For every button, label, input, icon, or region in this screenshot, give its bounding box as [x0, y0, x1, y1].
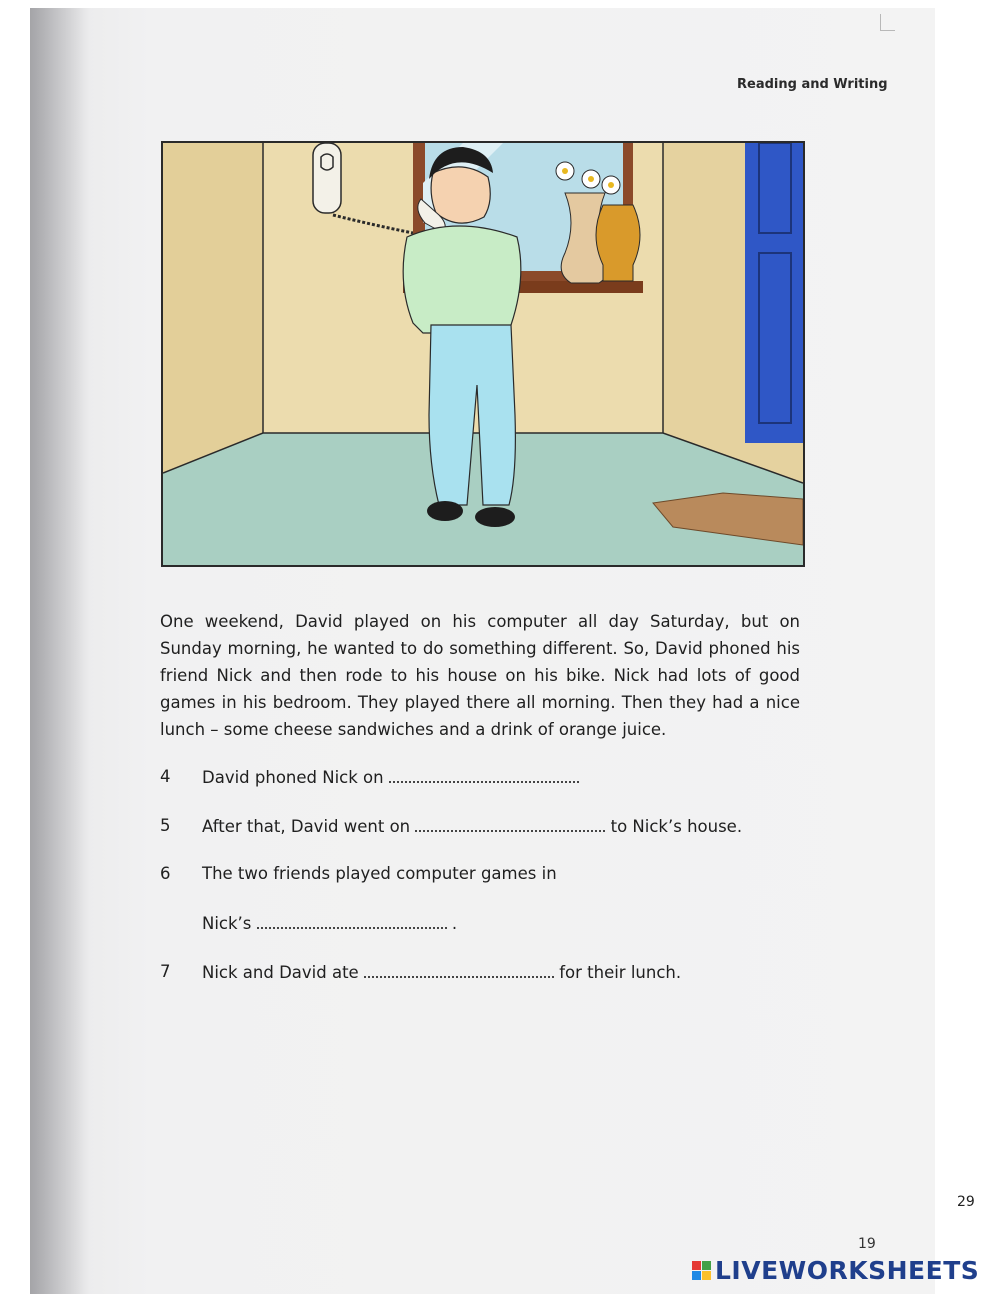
- question-5-text: [202, 816, 742, 836]
- question-7-answer-blank[interactable]: [364, 962, 554, 978]
- logo-tile-blue: [692, 1271, 701, 1280]
- page-spine-shadow: [30, 8, 90, 1294]
- question-7-prompt: Nick and David ate: [202, 963, 359, 982]
- question-5-number: 5: [160, 816, 171, 835]
- logo-tile-yellow: [702, 1271, 711, 1280]
- boy-on-phone-illustration: [161, 141, 805, 567]
- question-4-answer-blank[interactable]: [389, 767, 579, 783]
- question-6-text: The two friends played computer games in: [202, 864, 557, 883]
- brand-name: LIVEWORKSHEETS: [715, 1256, 980, 1285]
- question-5-suffix: to Nick’s house.: [610, 817, 743, 836]
- question-6-number: 6: [160, 864, 171, 883]
- page-number: 19: [858, 1236, 876, 1252]
- question-6-prompt-line2: Nick’s: [202, 914, 252, 933]
- liveworksheets-logo-icon: [692, 1261, 711, 1280]
- logo-tile-green: [702, 1261, 711, 1270]
- question-4-number: 4: [160, 767, 171, 786]
- question-6-text-line2: [202, 913, 457, 933]
- question-5-prompt: After that, David went on: [202, 817, 411, 836]
- logo-tile-red: [692, 1261, 701, 1270]
- question-7-text: [202, 962, 681, 982]
- question-7-number: 7: [160, 962, 171, 981]
- question-4-prompt: David phoned Nick on: [202, 768, 384, 787]
- question-6-answer-blank[interactable]: [257, 913, 447, 929]
- question-5-answer-blank[interactable]: [415, 816, 605, 832]
- reading-passage: One weekend, David played on his computer all day Saturday, but on Sunday morning, he wanted to do something different. So, David phoned his friend Nick and then rode to his house on his bike. Nick had lots of good games in his bedroom. They played there all morning. Then they had a nice lunch – some cheese sandwiches and a drink of orange juice.: [160, 612, 800, 739]
- section-header: Reading and Writing: [737, 77, 888, 92]
- question-4-text: [202, 767, 579, 787]
- corner-mark: [880, 14, 895, 31]
- question-6-suffix: .: [451, 914, 458, 933]
- liveworksheets-brand[interactable]: [692, 1256, 979, 1285]
- sheet-number: 29: [957, 1194, 975, 1210]
- question-7-suffix: for their lunch.: [559, 963, 682, 982]
